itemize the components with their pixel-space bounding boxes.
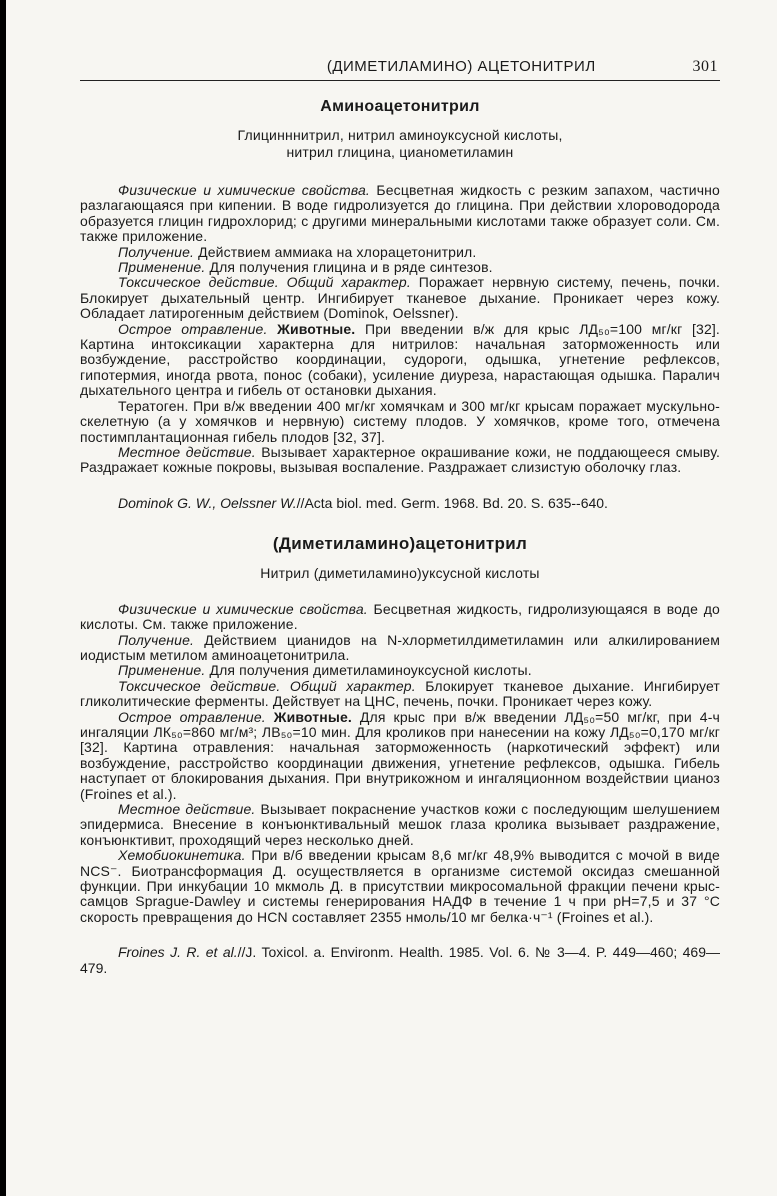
- paragraph: [80, 663, 720, 678]
- reference-authors: Froines J. R. et al.: [118, 944, 238, 961]
- paragraph-lead: Применение.: [118, 662, 206, 679]
- paragraph-lead: Получение.: [118, 243, 195, 260]
- paragraph: [80, 848, 720, 925]
- paragraph: [80, 710, 720, 802]
- paragraph-text: Блокирует тканевое дыхание. Ингибирует гликолитические ферменты. Действует на ЦНС, печень, почки. Проникает через кожу.: [80, 677, 720, 710]
- paragraph-text: Действием аммиака на хлорацетонитрил.: [194, 243, 477, 260]
- paragraph-lead: Местное действие.: [118, 443, 256, 460]
- article-body: [80, 183, 720, 476]
- article-title: (Диметиламино)ацетонитрил: [272, 533, 528, 553]
- running-header: [80, 58, 720, 81]
- paragraph-text: Для крыс при в/ж введении ЛД₅₀=50 мг/кг, при 4-ч ингаляции ЛК₅₀=860 мг/м³; ЛВ₅₀=10 мин. Для кроликов при нанесении на кожу ЛД₅₀=0,170 мг/кг [32]. Картина отравления: начальная заторможенность (наркотический эффект) или возбуждение, расстройство координации движения, угнетение рефлексов, одышка. Гибель наступает от блокирования дыхания. При внутрикожном и ингаляционном воздействии цианоз (Froines et al.).: [80, 708, 720, 802]
- reference-text: //J. Toxicol. a. Environm. Health. 1985. Vol. 6. № 3—4. P. 449—460; 469—479.: [80, 944, 721, 977]
- page-spine-edge: [0, 0, 6, 1196]
- article-title: Аминоацетонитрил: [320, 98, 480, 115]
- paragraph-lead: Острое отравление.: [118, 708, 266, 725]
- paragraph-text: Тератоген. При в/ж введении 400 мг/кг хомячкам и 300 мг/кг крысам поражает мускульно-скелетную (а у хомячков и нервную) систему плодов. У хомячков, кроме того, отмечена постимплантационная гибель плодов [32, 37].: [80, 397, 720, 445]
- paragraph: [80, 445, 720, 476]
- paragraph-lead: Хемобиокинетика.: [118, 847, 246, 864]
- paragraph-text: Для получения диметиламиноуксусной кислоты.: [205, 662, 532, 679]
- paragraph: [80, 183, 720, 245]
- paragraph-lead: Физические и химические свойства.: [118, 600, 368, 617]
- paragraph: [80, 399, 720, 445]
- paragraph-text: При в/б введении крысам 8,6 мг/кг 48,9% выводится с мочой в виде NCS⁻. Биотрансформация Д. осуществляется в организме системой оксидаз смешанной функции. При инкубации 10 мкмоль Д. в присутствии микросомальной фракции печени крыс-самцов Sprague-Dawley и системы генерирования НАДФ в течение 1 ч при pH=7,5 и 37 °С скорость превращения до HCN составляет 2355 нмоль/10 мг белка·ч⁻¹ (Froines et al.).: [80, 847, 720, 925]
- reference: [80, 495, 720, 511]
- animals-label: Животные.: [277, 320, 356, 337]
- paragraph: [80, 322, 720, 399]
- article-synonyms: [80, 565, 720, 582]
- article-synonyms: [80, 127, 720, 161]
- paragraph-lead: Острое отравление.: [118, 320, 268, 337]
- synonym-line: Глицинннитрил, нитрил аминоуксусной кислоты,: [237, 127, 563, 143]
- paragraph: [80, 260, 720, 275]
- paragraph-text: Бесцветная жидкость с резким запахом, частично разлагающаяся при кипении. В воде гидролизуется до глицина. При действии хлороводорода образуется глицин гидрохлорид; с другими минеральными кислотами также образует соли. См. также приложение.: [80, 182, 720, 245]
- synonym-line: нитрил глицина, цианометиламин: [286, 144, 514, 160]
- paragraph: [80, 602, 720, 633]
- paragraph-lead: Местное действие.: [118, 801, 256, 817]
- paragraph-lead: Токсическое действие. Общий характер.: [118, 677, 416, 694]
- book-page: [80, 58, 720, 976]
- paragraph: [80, 245, 720, 260]
- paragraph-text: Для получения глицина и в ряде синтезов.: [205, 259, 493, 276]
- paragraph-text: Вызывает покраснение участков кожи с последующим шелушением эпидермиса. Внесение в конъюнктивальный мешок глаза кролика вызывает раздражение, конъюнктивит, проходящий через несколько дней.: [80, 801, 720, 848]
- paragraph-text: Вызывает характерное окрашивание кожи, не поддающееся смыву. Раздражает кожные покровы, вызывая воспаление. Раздражает слизистую оболочку глаз.: [80, 443, 720, 476]
- reference-authors: Dominok G. W., Oelssner W.: [118, 494, 297, 511]
- paragraph: [80, 802, 720, 848]
- animals-label: Животные.: [273, 708, 352, 725]
- synonym-line: Нитрил (диметиламино)уксусной кислоты: [260, 564, 540, 581]
- article-body: [80, 602, 720, 926]
- paragraph: [80, 679, 720, 710]
- paragraph-lead: Физические и химические свойства.: [118, 182, 370, 198]
- paragraph-lead: Токсическое действие. Общий характер.: [118, 274, 411, 291]
- paragraph-text: Бесцветная жидкость, гидролизующаяся в воде до кислоты. См. также приложение.: [80, 600, 720, 633]
- paragraph: [80, 633, 720, 664]
- reference-text: //Acta biol. med. Germ. 1968. Bd. 20. S. 635--640.: [296, 494, 608, 511]
- paragraph-lead: Получение.: [118, 631, 195, 648]
- paragraph: [80, 275, 720, 321]
- paragraph-text: При введении в/ж для крыс ЛД₅₀=100 мг/кг [32]. Картина интоксикации характерна для нитрилов: начальная заторможенность или возбуждение, расстройство координации, судороги, одышка, угнетение рефлексов, гипотермия, иногда рвота, понос (собаки), усиление диуреза, нарастающая одышка. Паралич дыхательного центра и гибель от остановки дыхания.: [80, 320, 720, 399]
- paragraph-lead: Применение.: [118, 259, 206, 276]
- reference: [80, 944, 720, 976]
- page-number: 301: [692, 58, 718, 75]
- paragraph-text: Поражает нервную систему, печень, почки. Блокирует дыхательный центр. Ингибирует тканевое дыхание. Проникает через кожу. Обладает латирогенным действием (Dominok, Oelssner).: [80, 274, 720, 322]
- paragraph-text: Действием цианидов на N-хлорметилдиметиламин или алкилированием иодистым метилом аминоацетонитрила.: [80, 631, 720, 663]
- running-title: (ДИМЕТИЛАМИНО) АЦЕТОНИТРИЛ: [326, 58, 596, 75]
